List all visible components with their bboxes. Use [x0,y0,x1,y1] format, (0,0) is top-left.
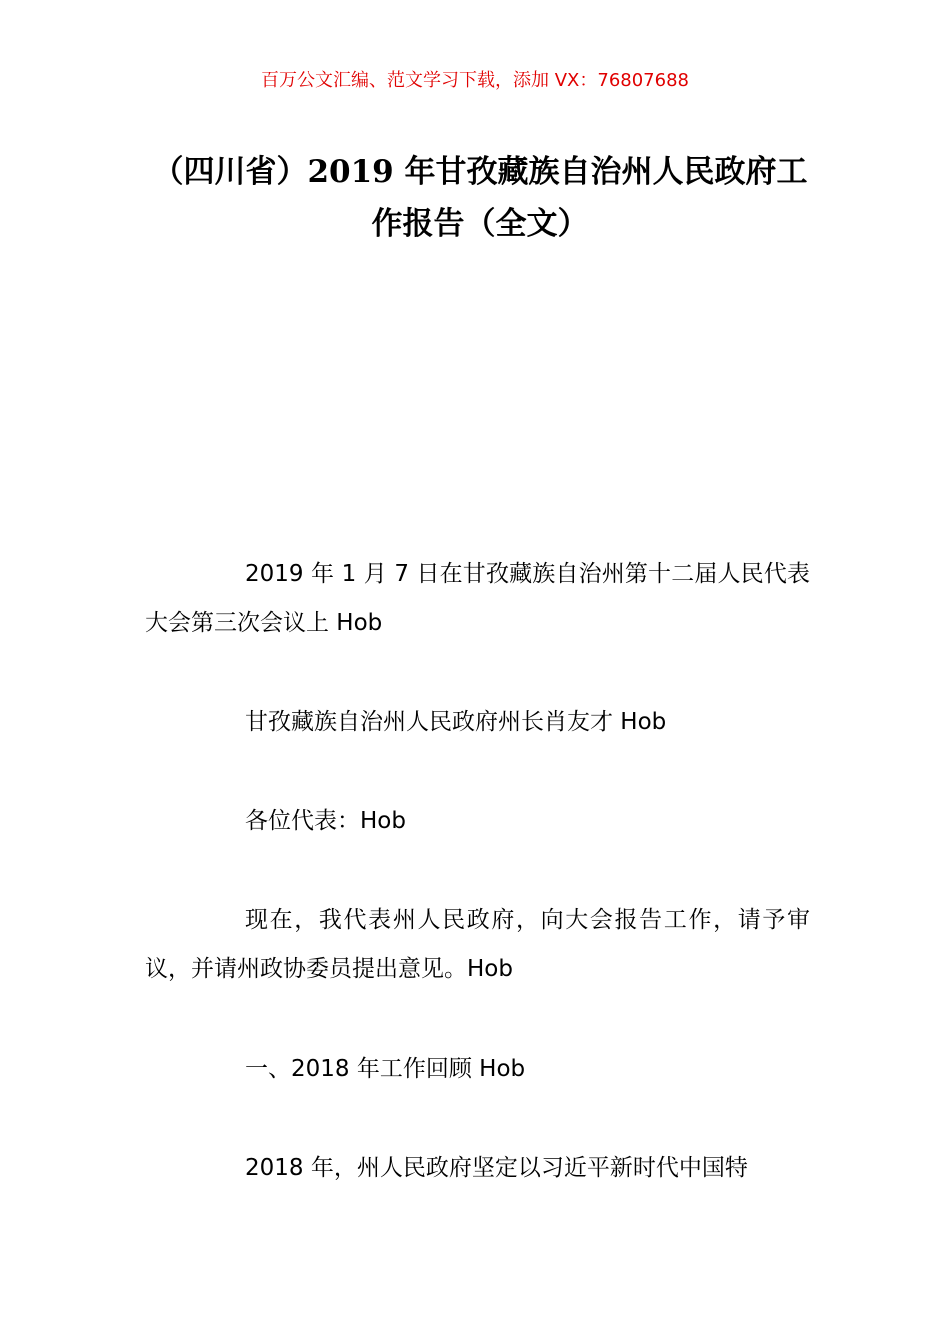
paragraph-speaker: 甘孜藏族自治州人民政府州长肖友才 Hob [245,709,667,735]
document-title: （四川省）2019 年甘孜藏族自治州人民政府工作报告（全文） [152,154,808,242]
paragraph-review-start: 2018 年，州人民政府坚定以习近平新时代中国特 [245,1155,748,1181]
section-heading-review: 一、2018 年工作回顾 Hob [245,1056,526,1082]
paragraph-opening: 现在，我代表州人民政府，向大会报告工作，请予审议，并请州政协委员提出意见。Hob [145,907,810,982]
paragraph-salutation: 各位代表：Hob [245,808,406,834]
watermark-header-note: 百万公文汇编、范文学习下载，添加 VX：76807688 [261,70,689,91]
paragraph-meeting-info: 2019 年 1 月 7 日在甘孜藏族自治州第十二届人民代表大会第三次会议上 Hob [145,561,810,636]
